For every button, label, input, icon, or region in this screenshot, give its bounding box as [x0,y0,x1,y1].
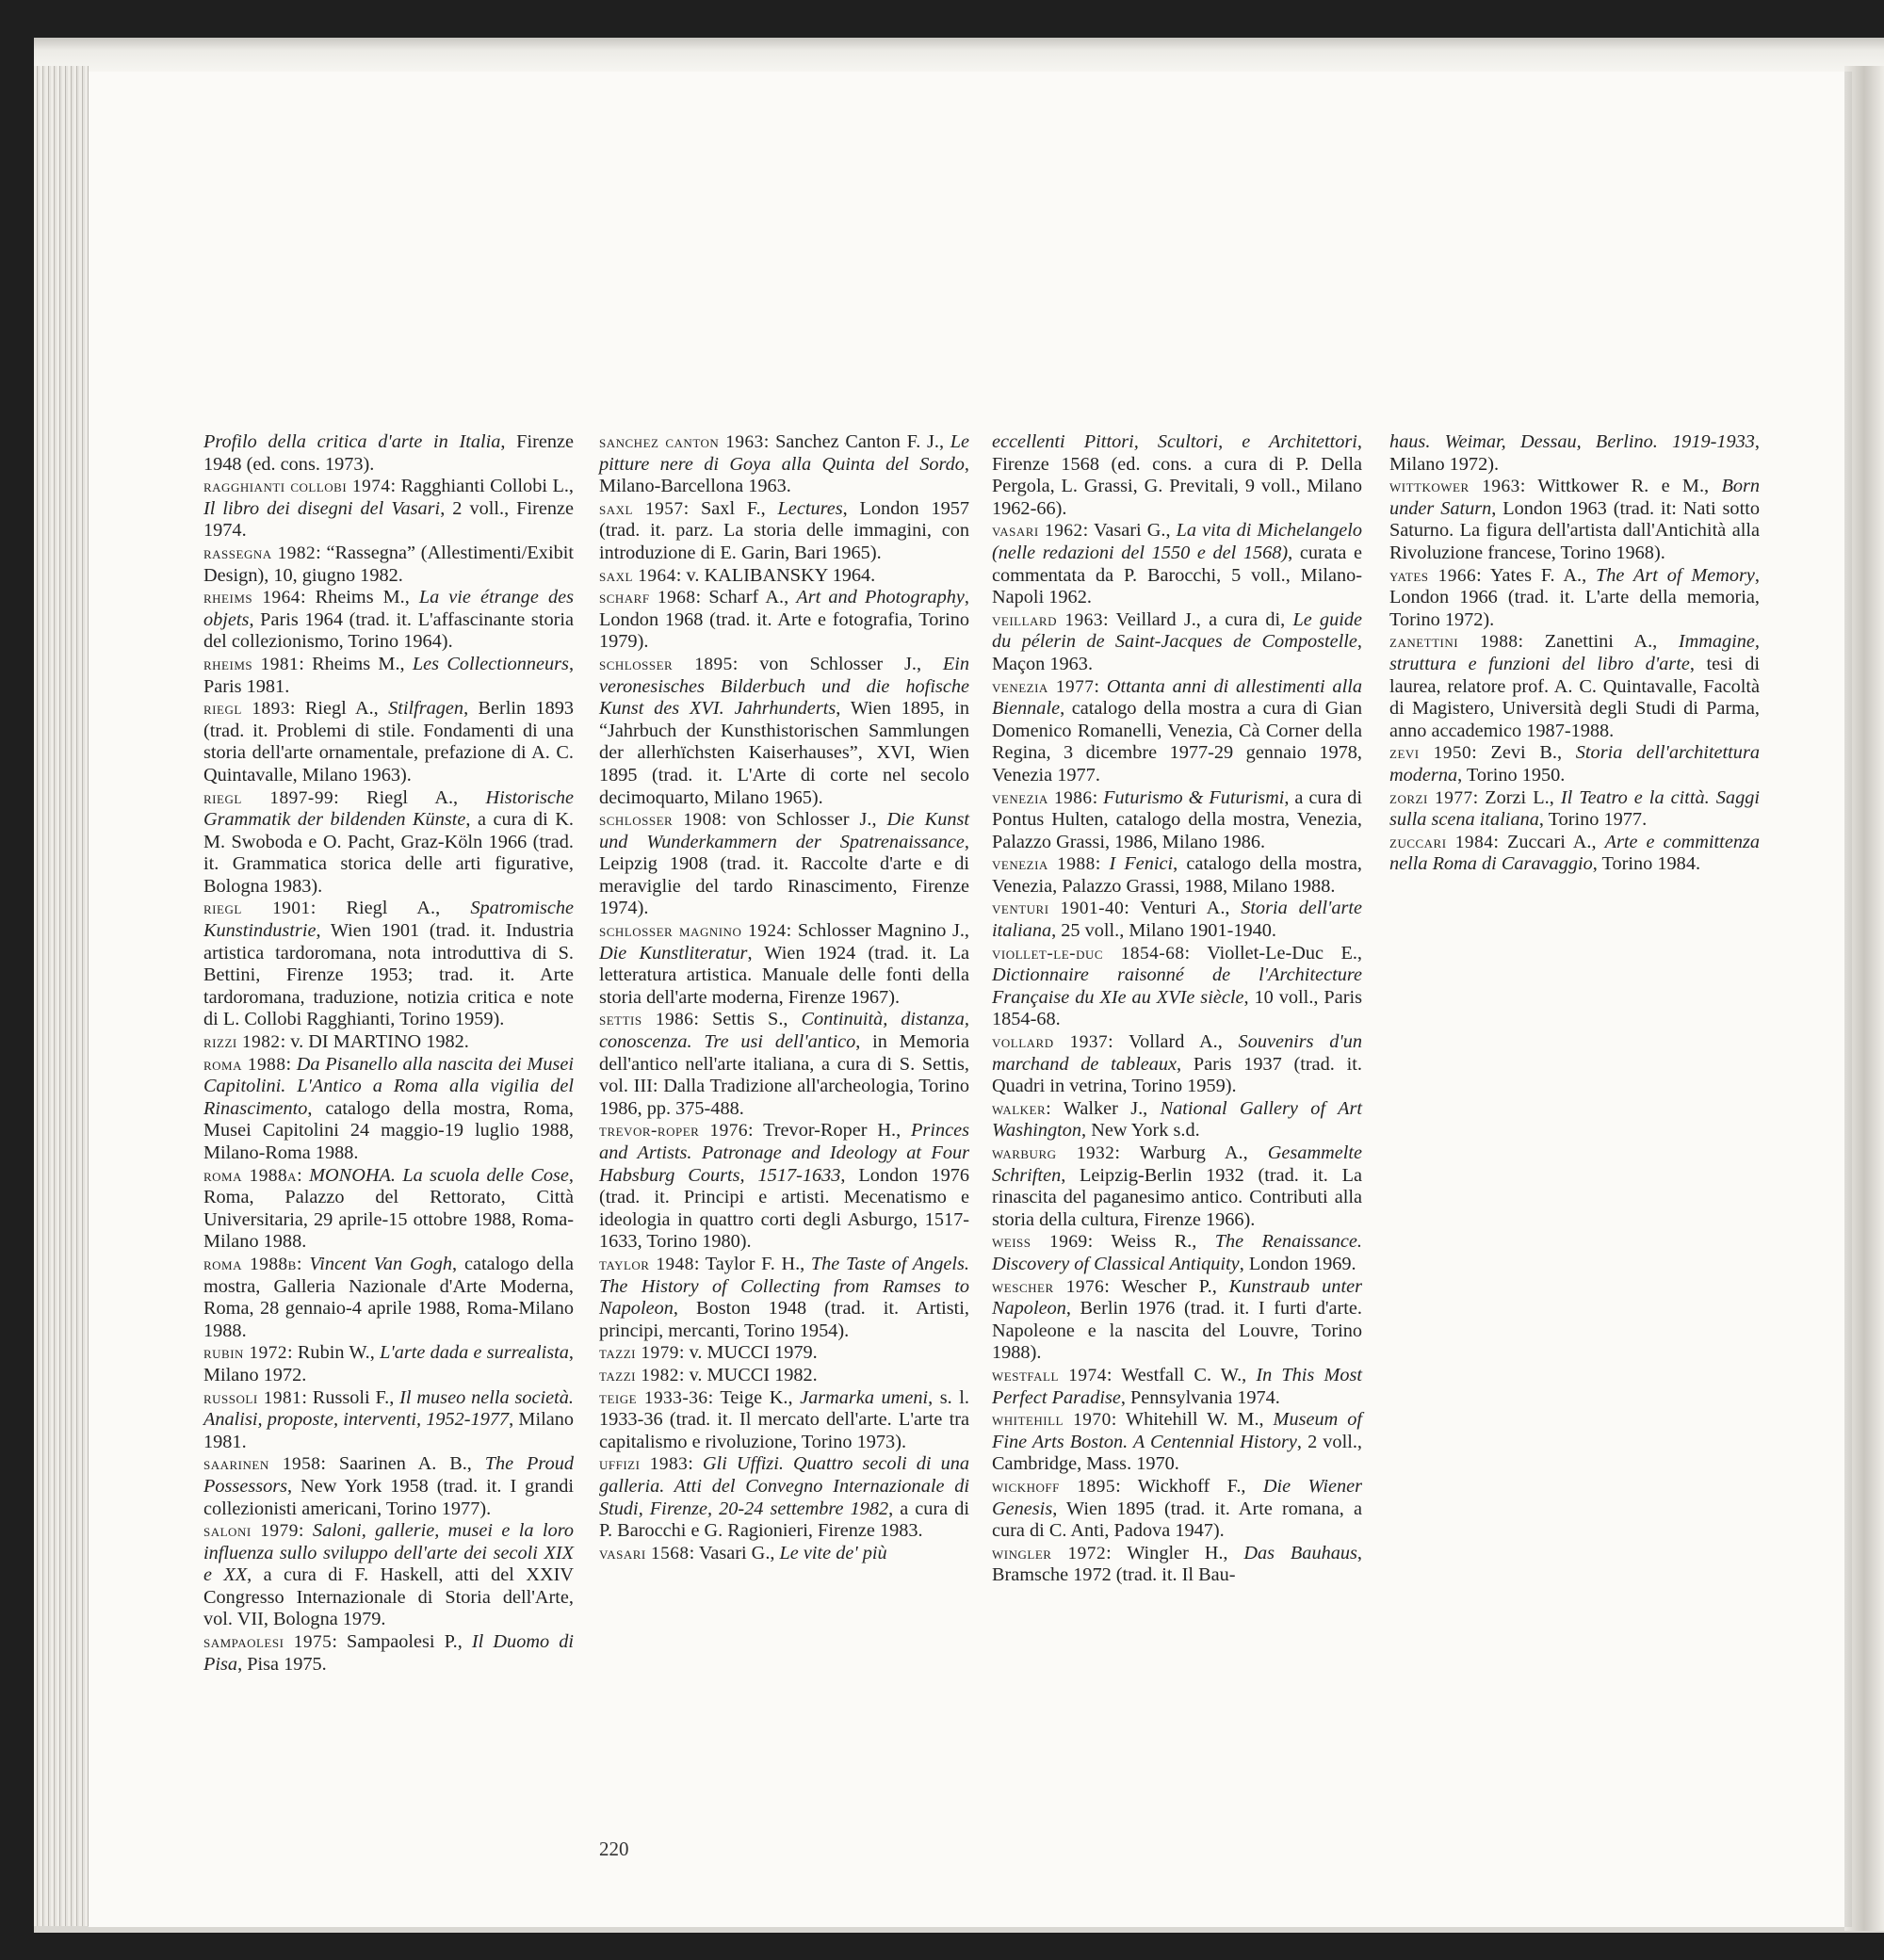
entry-author: : Wescher P., [1104,1275,1229,1297]
entry-details: , Berlin 1893 (trad. it. Problemi di stile. Fondamenti di una storia dell'arte ornamentale, prefazione di A. C. Quintavalle, Milano 1963). [203,698,575,786]
bibliography-entry [1389,742,1760,786]
entry-title: Il Teatro e la città. Saggi sulla scena italiana [1389,786,1760,831]
entry-details: , a cura di K. M. Swoboda e O. Pacht, Graz-Köln 1966 (trad. it. Grammatica storica delle arti figurative, Bologna 1983). [203,809,574,897]
entry-author: : Venturi A., [1124,898,1242,919]
entry-author: : Rheims M., [299,653,413,674]
entry-details: , Maçon 1963. [992,631,1362,674]
entry-author: : Vasari G., [689,1542,780,1563]
entry-author: : Schlosser Magnino J., [786,920,969,942]
bibliography-entry [599,654,969,809]
entry-title: Gli Uffizi. Quattro secoli di una galleria. Atti del Convegno Internazionale di Studi, Firenze, 20-24 settembre 1982 [599,1453,970,1519]
entry-title: The Renaissance. Discovery of Classical Antiquity [992,1231,1362,1274]
bibliography-entry [203,654,574,698]
entry-author: : [296,1253,310,1274]
entry-author: : Riegl A., [310,898,471,919]
entry-details: , Wien 1924 (trad. it. La letteratura artistica. Manuale delle fonti della storia dell'arte moderna, Firenze 1967). [599,942,969,1008]
entry-author: : Sampaolesi P., [332,1631,472,1653]
entry-details: , Milano 1972. [203,1342,574,1385]
entry-author: : v. MUCCI 1982. [678,1364,818,1385]
bibliography-entry [203,1387,574,1454]
entry-key: veillard 1963 [992,609,1103,630]
bibliography-entry [203,1631,574,1676]
entry-title: Immagine, struttura e funzioni del libro d'arte [1389,631,1761,674]
bibliography-entry [992,609,1362,676]
bibliography-entry [203,476,574,543]
entry-author: : Scharf A., [695,587,797,608]
entry-title: Arte e committenza nella Roma di Caravaggio [1389,831,1760,875]
bibliography-entry [992,898,1362,942]
entry-author: : Weiss R., [1087,1231,1215,1253]
entry-details: , 2 voll., Firenze 1974. [203,497,574,542]
entry-key: vasari 1962 [992,521,1083,542]
bibliography-column-1 [203,431,574,1676]
entry-title: Stilfragen [388,698,464,720]
entry-details: , Milano 1972). [1389,431,1760,475]
bibliography-entry [1389,565,1760,632]
entry-key: zuccari 1984 [1389,832,1494,852]
entry-key: walker [992,1098,1047,1119]
entry-author: : Veillard J., a cura di, [1102,608,1293,630]
entry-key: saarinen 1958 [203,1454,321,1475]
entry-title: Il libro dei disegni del Vasari [203,497,441,519]
entry-author: : Vollard A., [1108,1031,1239,1053]
entry-author: : Zanettini A., [1518,631,1679,653]
entry-details: , Torino 1977. [1538,809,1648,831]
entry-author: : Wickhoff F., [1115,1475,1263,1497]
entry-author: : Trevor-Roper H., [747,1120,912,1142]
bibliography-entry [203,787,574,899]
entry-key: riegl 1901 [203,899,311,919]
entry-key: venezia 1988 [992,854,1096,875]
entry-author: : Wittkower R. e M., [1519,476,1722,497]
bibliography-entry [599,1009,969,1120]
entry-title: Art and Photography [796,587,965,608]
entry-details: , Pisa 1975. [237,1653,327,1675]
entry-title: MONOHA. La scuola delle Cose [309,1164,569,1186]
entry-details: , a cura di Pontus Hulten, catalogo della mostra, Venezia, Palazzo Grassi, 1986, Milano 1986. [992,786,1362,852]
entry-key: schlosser 1895 [599,654,733,674]
bibliography-entry [203,1520,574,1631]
entry-details: , Milano-Barcellona 1963. [599,453,969,497]
bibliography-entry [203,1254,574,1342]
bibliography-entry [1389,787,1760,832]
bibliography-column-2 [599,431,969,1564]
entry-details: , Bramsche 1972 (trad. it. Il Bau- [992,1542,1362,1586]
bibliography-entry [599,587,969,654]
bibliography-entry [203,1031,574,1054]
bibliography-entry [1389,476,1760,564]
entry-details: , New York s.d. [1081,1120,1200,1142]
entry-key: tazzi 1982 [599,1365,679,1385]
entry-details: , catalogo della mostra, Roma, Musei Capitolini 24 maggio-19 luglio 1988, Milano-Roma 1988. [203,1097,574,1163]
entry-author: : Walker J., [1046,1097,1161,1119]
entry-title: Saloni, gallerie, musei e la loro influenza sullo sviluppo dell'arte dei secoli XIX e XX [203,1520,574,1586]
entry-details: , tesi di laurea, relatore prof. A. C. Quintavalle, Facoltà di Magistero, Università degli Studi di Parma, anno accademico 1987-1988. [1389,653,1760,741]
bibliography-entry [992,943,1362,1031]
entry-details: , London 1963 (trad. it: Nati sotto Saturno. La figura dell'artista dall'Antichità alla Rivoluzione francese, Torino 1968). [1389,497,1760,563]
entry-title: The Taste of Angels. The History of Collecting from Ramses to Napoleon [599,1253,969,1320]
entry-key: wingler 1972 [992,1543,1107,1563]
bibliography-entry [599,1365,969,1387]
bibliography-entry [203,698,574,786]
entry-title: I Fenici [1109,853,1174,875]
entry-details: , 25 voll., Milano 1901-1940. [1051,920,1276,942]
entry-author: : von Schlosser J., [732,653,943,674]
entry-title: Princes and Artists. Patronage and Ideology at Four Habsburg Courts, 1517-1633 [599,1120,969,1186]
bibliography-entry [992,1031,1362,1098]
entry-title: Il Duomo di Pisa [203,1631,574,1675]
entry-details: , Pennsylvania 1974. [1120,1386,1280,1408]
bibliography-entry [599,1254,969,1342]
entry-author: : [298,1520,313,1542]
bibliography-entry [1389,832,1760,876]
entry-author: : Russoli F., [301,1386,400,1408]
entry-details: , Torino 1984. [1592,853,1701,875]
entry-title: The Proud Possessors [203,1453,574,1497]
entry-key: sampaolesi 1975 [203,1632,333,1653]
bibliography-entry [1389,431,1760,476]
bibliography-entry [599,431,969,498]
entry-key: trevor-roper 1976 [599,1121,748,1142]
entry-key: venturi 1901-40 [992,899,1125,919]
bibliography-entry [599,809,969,920]
entry-details: , Paris 1964 (trad. it. L'affascinante storia del collezionismo, Torino 1964). [203,608,574,653]
entry-title: Lectures [777,497,843,519]
bibliography-entry [599,498,969,565]
entry-title: Le pitture nere di Goya alla Quinta del Sordo [599,431,969,475]
bibliography-entry [992,520,1362,608]
entry-author: : Zorzi L., [1472,786,1561,808]
entry-key: settis 1986 [599,1010,694,1030]
entry-key: yates 1966 [1389,565,1477,586]
entry-key: wescher 1976 [992,1276,1105,1297]
bibliography-entry [599,565,969,588]
bibliography-entry [992,787,1362,854]
entry-title: Spatromische Kunstindustrie [203,898,574,942]
entry-title: Profilo della critica d'arte in Italia [203,431,501,452]
entry-title: Storia dell'architettura moderna [1389,742,1760,786]
entry-title: Vincent Van Gogh [309,1253,453,1274]
entry-details: , Torino 1950. [1457,764,1566,786]
entry-author: : Yates F. A., [1476,564,1597,586]
entry-title: L'arte dada e surrealista [380,1342,569,1364]
entry-details: , Wien 1895 (trad. it. Arte romana, a cura di C. Anti, Padova 1947). [992,1498,1362,1542]
entry-title: Le vite de' più [779,1542,887,1563]
bibliography-entry [599,1387,969,1454]
entry-author: : Taylor F. H., [693,1253,811,1274]
entry-author: : [1094,675,1107,697]
entry-key: rizzi 1982 [203,1032,281,1053]
entry-title: Jarmarka umeni [800,1386,929,1408]
entry-details: , s. l. 1933-36 (trad. it. Il mercato dell'arte. L'arte tra capitalismo e rivoluzione, Torino 1973). [599,1386,969,1452]
entry-title: Dictionnaire raisonné de l'Architecture Française du XIe au XVIe siècle [992,964,1362,1008]
entry-key: vasari 1568 [599,1543,690,1563]
entry-key: sanchez canton 1963 [599,432,764,452]
entry-details: , catalogo della mostra, Galleria Nazionale d'Arte Moderna, Roma, 28 gennaio-4 aprile 1988, Roma-Milano 1988. [203,1253,574,1341]
entry-key: roma 1988b [203,1254,297,1274]
entry-details: , Berlin 1976 (trad. it. I furti d'arte. Napoleone e la nascita del Louvre, Torino 1988). [992,1298,1362,1364]
bibliography-column-3 [992,431,1362,1587]
entry-key: taylor 1948 [599,1254,694,1274]
entry-title: Die Kunstliteratur [599,942,748,964]
entry-key: wickhoff 1895 [992,1476,1116,1497]
entry-details: , a cura di P. Barocchi e G. Ragionieri, Firenze 1983. [599,1498,969,1542]
bibliography-entry [992,1142,1362,1231]
entry-author: : Viollet-Le-Duc E., [1184,942,1363,964]
entry-key: schlosser 1908 [599,810,722,831]
entry-details: , Leipzig 1908 (trad. it. Raccolte d'arte e di meraviglie del tardo Rinascimento, Firenze 1974). [599,831,969,919]
entry-title: In This Most Perfect Paradise [992,1364,1363,1408]
entry-title: La vie étrange des objets [203,587,575,630]
entry-author: : “Rassegna” (Allestimenti/Exibit Design), 10, giugno 1982. [203,542,574,586]
entry-title: Born under Saturn [1389,476,1760,519]
entry-title: Ottanta anni di allestimenti alla Biennale [992,675,1362,720]
entry-key: roma 1988 [203,1054,286,1075]
entry-title: Da Pisanello alla nascita dei Musei Capitolini. L'Antico a Roma alla vigilia del Rinascimento [203,1053,574,1119]
book-top-edge [34,38,1884,73]
entry-details: , catalogo della mostra, Venezia, Palazzo Grassi, 1988, Milano 1988. [992,853,1362,897]
entry-key: zorzi 1977 [1389,787,1473,808]
entry-author: : [1092,786,1104,808]
entry-author: : v. MUCCI 1979. [678,1342,818,1364]
entry-details: , in Memoria dell'antico nell'arte italiana, a cura di S. Settis, vol. III: Dalla Tradizione all'archeologia, Torino 1986, pp. 375-488. [599,1031,970,1119]
entry-title: Storia dell'arte italiana [992,898,1363,942]
entry-title: Les Collectionneurs [412,653,569,674]
bibliography-entry [203,1453,574,1520]
entry-key: wittkower 1963 [1389,477,1520,497]
entry-key: rubin 1972 [203,1343,287,1364]
entry-author: : Rubin W., [287,1342,381,1364]
bibliography-entry [992,676,1362,787]
bibliography-entry [599,920,969,1009]
bibliography-entry [992,1231,1362,1275]
entry-author: : [297,1164,310,1186]
bibliography-entry [992,431,1362,520]
entry-details: , Leipzig-Berlin 1932 (trad. it. La rinascita del paganesimo antico. Contributi alla storia della cultura, Firenze 1966). [992,1164,1362,1230]
entry-key: roma 1988a [203,1165,298,1186]
entry-details: , a cura di F. Haskell, atti del XXIV Congresso Internazionale di Storia dell'Arte, vol. VII, Bologna 1979. [203,1564,574,1630]
entry-key: russoli 1981 [203,1387,302,1408]
entry-details: , Paris 1981. [203,653,575,697]
entry-title: Gesammelte Schriften [992,1142,1363,1186]
entry-author: : Westfall C. W., [1106,1364,1257,1385]
entry-author: : Zuccari A., [1493,831,1605,852]
bibliography-entry [203,543,574,587]
entry-key: zevi 1950 [1389,743,1472,764]
bibliography-entry [203,1054,574,1165]
entry-key: schlosser magnino 1924 [599,921,787,942]
entry-author: : [1095,853,1110,875]
entry-title: National Gallery of Art Washington [992,1097,1362,1142]
page-edges [34,66,89,1926]
bibliography-entry [992,1365,1362,1409]
entry-author: : Teige K., [707,1386,801,1408]
entry-author: : Saarinen A. B., [320,1453,485,1475]
entry-details: , Firenze 1948 (ed. cons. 1973). [203,431,574,475]
entry-key: warburg 1932 [992,1143,1115,1163]
bibliography-entry [203,431,574,476]
entry-key: venezia 1977 [992,676,1095,697]
entry-author: : [688,1453,703,1475]
entry-details: , Milano 1981. [203,1409,575,1452]
bibliography-entry [992,1476,1362,1543]
entry-details: , 2 voll., Cambridge, Mass. 1970. [992,1431,1362,1475]
entry-author: : Vasari G., [1082,520,1177,542]
bibliography-entry [992,1276,1362,1365]
entry-key: whitehill 1970 [992,1410,1112,1431]
entry-title: Futurismo & Futurismi [1103,786,1285,808]
bibliography-entry [599,1120,969,1254]
bibliography-entry [1389,631,1760,742]
entry-key: vollard 1937 [992,1032,1109,1053]
entry-key: riegl 1893 [203,699,290,720]
entry-details: , London 1966 (trad. it. L'arte della memoria, Torino 1972). [1389,564,1760,630]
entry-details: , Roma, Palazzo del Rettorato, Città Universitaria, 29 aprile-15 ottobre 1988, Roma-Milano 1988. [203,1164,574,1253]
entry-details: , Wien 1901 (trad. it. Industria artistica tardoromana, nota introduttiva di S. Bettini, Firenze 1953; trad. it. Arte tardoromana, traduzione, notizia critica e note di L. Collobi Ragghianti, Torino 1959). [203,920,574,1030]
entry-author: : Settis S., [693,1009,802,1030]
bibliography-entry [992,1098,1362,1142]
entry-title: Il museo nella società. Analisi, proposte, interventi, 1952-1977 [203,1386,574,1431]
entry-details: , Wien 1895, in “Jahrbuch der Kunsthistorischen Sammlungen der allerhïchsten Kaiserhauses”, XVI, Wien 1895 (trad. it. L'Arte di corte nel secolo decimoquarto, Milano 1965). [599,698,970,808]
bibliography-column-4 [1389,431,1760,876]
entry-details: , Boston 1948 (trad. it. Artisti, principi, mercanti, Torino 1954). [599,1298,969,1341]
bibliography-entry [992,1409,1362,1476]
entry-key: venezia 1986 [992,787,1093,808]
entry-details: , London 1969. [1239,1253,1356,1274]
entry-key: ragghianti collobi 1974 [203,477,391,497]
entry-key: teige 1933-36 [599,1387,708,1408]
entry-key: saxl 1957 [599,498,684,519]
entry-author: : Warburg A., [1114,1142,1268,1163]
entry-key: weiss 1969 [992,1232,1088,1253]
entry-title: Ein veronesisches Bilderbuch und die hofische Kunst des XVI. Jahrhunderts [599,653,969,720]
entry-title: Historische Grammatik der bildenden Künste [203,786,574,831]
entry-key: riegl 1897-99 [203,787,334,808]
entry-key: westfall 1974 [992,1365,1107,1385]
entry-key: rheims 1964 [203,588,300,608]
entry-details: , London 1968 (trad. it. Arte e fotografia, Torino 1979). [599,587,969,653]
entry-title: eccellenti Pittori, Scultori, e Architettori [992,431,1357,452]
bibliography-entry [203,1165,574,1254]
entry-author: : Sanchez Canton F. J., [763,431,950,452]
entry-author: : v. KALIBANSKY 1964. [675,564,876,586]
entry-author: : [285,1053,297,1075]
bibliography-entry [992,1543,1362,1587]
entry-author: : Wingler H., [1106,1542,1244,1563]
entry-author: : Whitehill W. M., [1111,1409,1274,1431]
entry-details: , curata e commentata da P. Barocchi, 5 voll., Milano-Napoli 1962. [992,542,1363,608]
entry-title: Kunstraub unter Napoleon [992,1275,1362,1320]
bibliography-entry [203,1342,574,1386]
bibliography-entry [599,1453,969,1542]
entry-key: tazzi 1979 [599,1343,679,1364]
entry-title: Die Kunst und Wunderkammern der Spatrenaissance [599,809,969,852]
entry-key: rassegna 1982 [203,543,317,563]
entry-title: La vita di Michelangelo (nelle redazioni del 1550 e del 1568) [992,520,1362,563]
entry-title: The Art of Memory [1596,564,1755,586]
entry-title: haus. Weimar, Dessau, Berlino. 1919-1933 [1389,431,1755,452]
entry-title: Das Bauhaus [1243,1542,1357,1563]
bibliography-entry [599,1543,969,1565]
entry-key: zanettini 1988 [1389,632,1519,653]
entry-key: uffizi 1983 [599,1454,689,1475]
entry-title: Souvenirs d'un marchand de tableaux [992,1031,1363,1075]
bibliography-entry [203,587,574,654]
entry-author: : Rheims M., [300,587,419,608]
entry-details: , New York 1958 (trad. it. I grandi collezionisti americani, Torino 1977). [203,1475,574,1519]
entry-details: , Paris 1937 (trad. it. Quadri in vetrina, Torino 1959). [992,1053,1362,1097]
entry-author: : Zevi B., [1471,742,1576,764]
entry-key: saloni 1979 [203,1521,299,1542]
bibliography-entry [992,853,1362,898]
entry-author: : Riegl A., [289,698,389,720]
entry-details: , 10 voll., Paris 1854-68. [992,986,1362,1030]
entry-details: , Firenze 1568 (ed. cons. a cura di P. Della Pergola, L. Grassi, G. Previtali, 9 voll., Milano 1962-66). [992,431,1362,519]
entry-author: : Saxl F., [683,497,778,519]
entry-details: , London 1976 (trad. it. Principi e artisti. Mecenatismo e ideologia in quattro corti degli Asburgo, 1517-1633, Torino 1980). [599,1164,969,1253]
entry-title: Die Wiener Genesis [992,1475,1362,1519]
entry-key: rheims 1981 [203,654,300,674]
bibliography-entry [599,1342,969,1365]
entry-author: : Riegl A., [333,786,486,808]
entry-key: saxl 1964 [599,565,676,586]
entry-details: , catalogo della mostra a cura di Gian Domenico Romanelli, Venezia, Cà Corner della Regina, 3 dicembre 1977-29 gennaio 1978, Venezia 1977. [992,698,1362,786]
entry-key: scharf 1968 [599,588,696,608]
entry-author: : von Schlosser J., [721,809,887,831]
entry-details: , London 1957 (trad. it. parz. La storia delle immagini, con introduzione di E. Garin, Bari 1965). [599,497,970,563]
bibliography-entry [203,898,574,1031]
page-number: 220 [599,1838,629,1860]
entry-title: Le guide du pélerin de Saint-Jacques de Compostelle [992,608,1362,653]
entry-author: : Ragghianti Collobi L., [390,476,574,497]
entry-title: Museum of Fine Arts Boston. A Centennial History [992,1409,1362,1452]
entry-key: viollet-le-duc 1854-68 [992,943,1185,964]
entry-title: Continuità, distanza, conoscenza. Tre usi dell'antico [599,1009,969,1053]
entry-author: : v. DI MARTINO 1982. [280,1031,469,1053]
